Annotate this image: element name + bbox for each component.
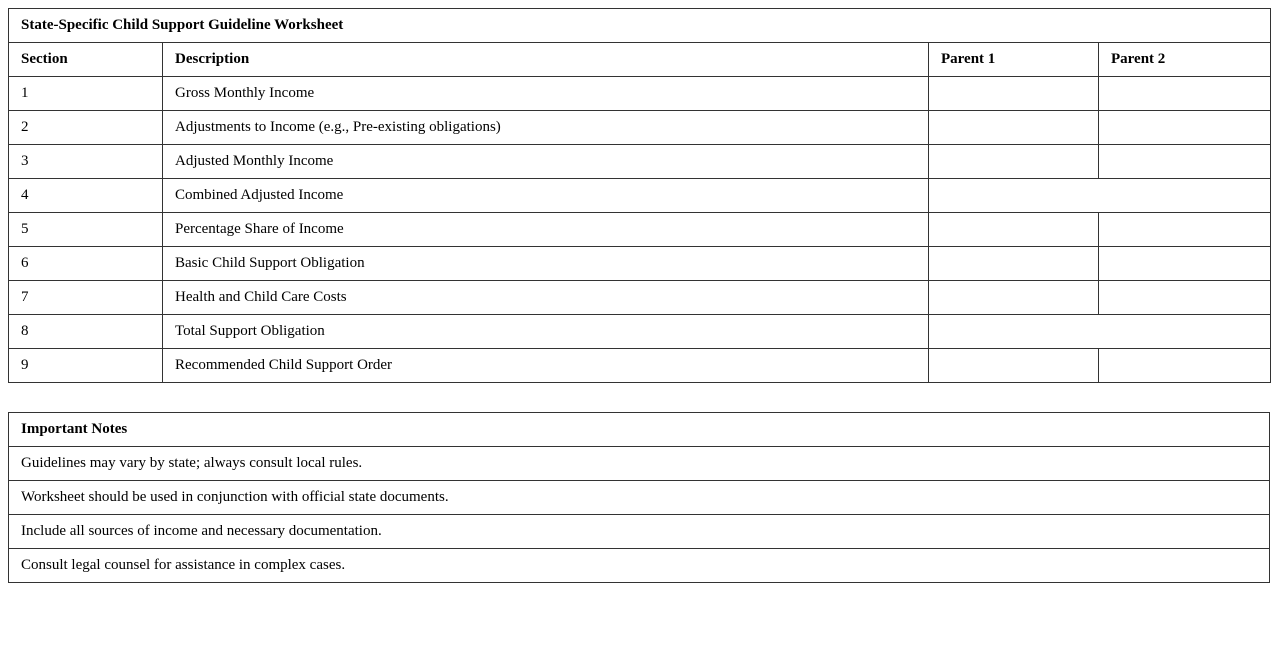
table-row [9,349,1271,383]
row-description: Percentage Share of Income [163,213,929,247]
list-item [9,549,1270,583]
parent-2-cell[interactable] [1099,213,1271,247]
row-section: 5 [9,213,163,247]
list-item [9,481,1270,515]
parent-1-cell[interactable] [929,213,1099,247]
row-description: Gross Monthly Income [163,77,929,111]
row-section: 9 [9,349,163,383]
list-item [9,447,1270,481]
parent-2-cell[interactable] [1099,77,1271,111]
note-text: Include all sources of income and necessary documentation. [9,515,1270,549]
table-row [9,145,1271,179]
row-description: Adjusted Monthly Income [163,145,929,179]
parent-1-cell[interactable] [929,349,1099,383]
notes-title: Important Notes [9,413,1270,447]
note-text: Guidelines may vary by state; always consult local rules. [9,447,1270,481]
parent-2-cell[interactable] [1099,281,1271,315]
combined-value-cell[interactable] [929,315,1271,349]
row-description: Recommended Child Support Order [163,349,929,383]
note-text: Worksheet should be used in conjunction with official state documents. [9,481,1270,515]
parent-2-cell[interactable] [1099,349,1271,383]
notes-table [8,412,1270,583]
row-section: 4 [9,179,163,213]
worksheet-title: State-Specific Child Support Guideline Worksheet [9,9,1271,43]
row-description: Basic Child Support Obligation [163,247,929,281]
row-description: Total Support Obligation [163,315,929,349]
header-parent-1: Parent 1 [929,43,1099,77]
parent-2-cell[interactable] [1099,247,1271,281]
notes-title-row [9,413,1270,447]
parent-2-cell[interactable] [1099,145,1271,179]
parent-1-cell[interactable] [929,77,1099,111]
table-row [9,77,1271,111]
parent-2-cell[interactable] [1099,111,1271,145]
worksheet-table [8,8,1271,383]
header-description: Description [163,43,929,77]
row-section: 3 [9,145,163,179]
parent-1-cell[interactable] [929,247,1099,281]
table-row [9,247,1271,281]
list-item [9,515,1270,549]
row-section: 7 [9,281,163,315]
row-section: 8 [9,315,163,349]
note-text: Consult legal counsel for assistance in complex cases. [9,549,1270,583]
row-section: 1 [9,77,163,111]
header-parent-2: Parent 2 [1099,43,1271,77]
table-row [9,281,1271,315]
combined-value-cell[interactable] [929,179,1271,213]
parent-1-cell[interactable] [929,281,1099,315]
row-section: 6 [9,247,163,281]
row-description: Combined Adjusted Income [163,179,929,213]
worksheet-title-row [9,9,1271,43]
header-section: Section [9,43,163,77]
row-description: Health and Child Care Costs [163,281,929,315]
table-row [9,315,1271,349]
row-description: Adjustments to Income (e.g., Pre-existing obligations) [163,111,929,145]
row-section: 2 [9,111,163,145]
table-row [9,111,1271,145]
parent-1-cell[interactable] [929,145,1099,179]
worksheet-header-row [9,43,1271,77]
table-row [9,213,1271,247]
parent-1-cell[interactable] [929,111,1099,145]
table-row [9,179,1271,213]
